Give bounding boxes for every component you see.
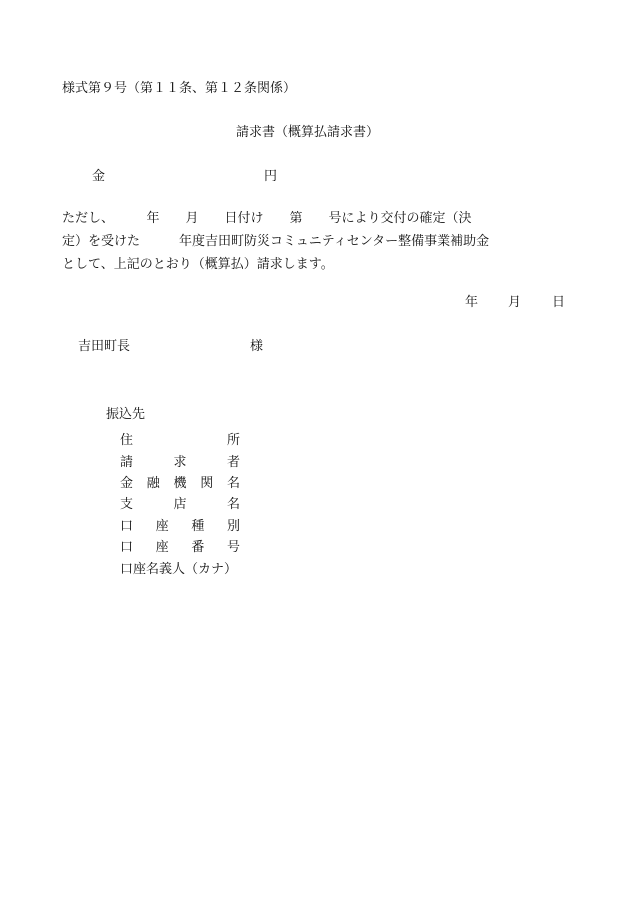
date-day-label: 日 <box>552 295 566 310</box>
addressee-name: 吉田町長 <box>78 339 131 354</box>
field-char: 口 <box>120 519 134 534</box>
field-char: 名 <box>226 497 240 512</box>
field-bank-name <box>120 475 240 493</box>
addressee-honorific: 様 <box>250 339 264 354</box>
transfer-heading: 振込先 <box>106 407 146 422</box>
field-char: 機 <box>173 476 187 491</box>
amount-prefix: 金 <box>92 169 106 184</box>
field-char: 別 <box>226 519 240 534</box>
field-char: 号 <box>226 540 240 555</box>
field-char: 融 <box>146 476 160 491</box>
field-char: 所 <box>226 433 240 448</box>
field-account-number <box>120 539 240 557</box>
field-char: 番 <box>191 540 205 555</box>
field-account-type <box>120 518 240 536</box>
field-char: 口 <box>120 540 134 555</box>
field-claimant <box>120 454 240 472</box>
date-year-label: 年 <box>465 295 479 310</box>
date-month-label: 月 <box>508 295 522 310</box>
field-address <box>120 432 240 450</box>
field-char: 名 <box>226 476 240 491</box>
document-title: 請求書（概算払請求書） <box>236 125 380 140</box>
field-char: 支 <box>120 497 134 512</box>
field-char: 請 <box>120 455 134 470</box>
field-char: 金 <box>120 476 134 491</box>
field-char: 座 <box>155 540 169 555</box>
field-branch-name <box>120 496 240 514</box>
body-line-2: 定）を受けた 年度吉田町防災コミュニティセンター整備事業補助金 <box>62 234 490 249</box>
body-line-1: ただし、 年 月 日付け 第 号により交付の確定（決 <box>62 211 472 226</box>
field-label: 口座名義人（カナ） <box>120 562 238 577</box>
field-char: 店 <box>173 497 187 512</box>
body-line-3: として、上記のとおり（概算払）請求します。 <box>62 257 334 272</box>
field-account-holder-kana <box>120 561 240 579</box>
amount-unit: 円 <box>264 169 278 184</box>
field-char: 座 <box>155 519 169 534</box>
form-number: 様式第９号（第１１条、第１２条関係） <box>62 81 297 96</box>
field-char: 求 <box>173 455 187 470</box>
field-char: 住 <box>120 433 134 448</box>
field-char: 種 <box>191 519 205 534</box>
field-char: 関 <box>200 476 214 491</box>
field-char: 者 <box>226 455 240 470</box>
